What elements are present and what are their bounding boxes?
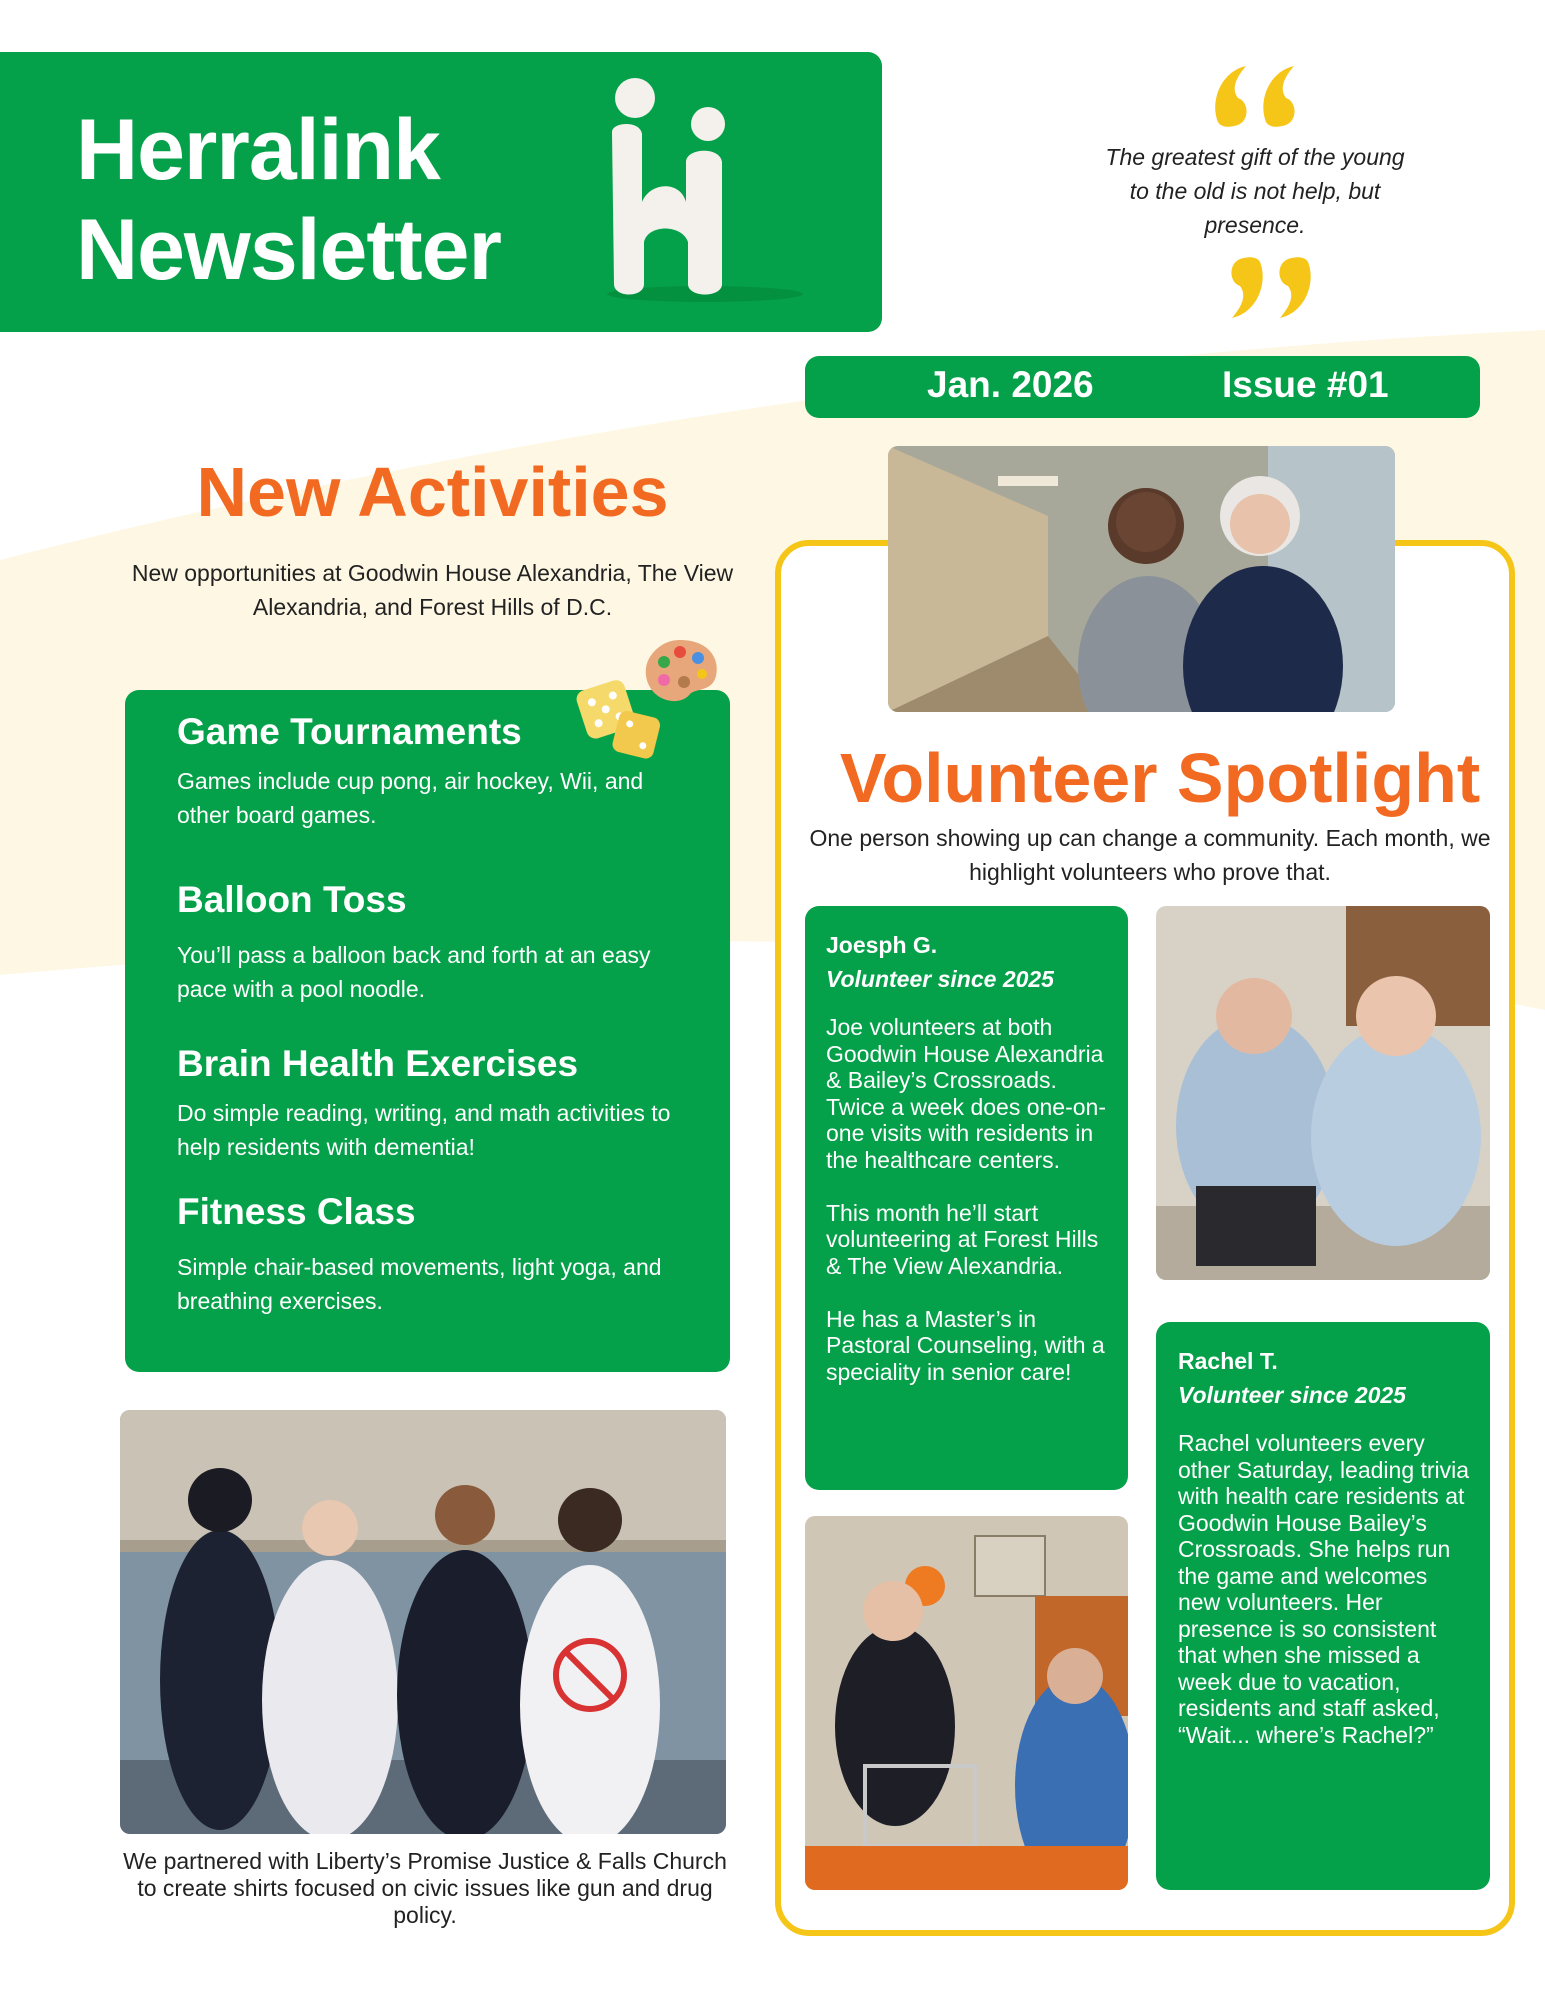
issue-date: Jan. 2026	[927, 364, 1094, 405]
activity-description: You’ll pass a balloon back and forth at an easy pace with a pool noodle.	[177, 942, 651, 1002]
new-activities-subtitle: New opportunities at Goodwin House Alexandria, The View Alexandria, and Forest Hills of D.C.	[131, 560, 734, 620]
activity-title: Game Tournaments	[177, 711, 522, 752]
volunteer-card-joesph	[805, 906, 1128, 1490]
masthead-banner	[0, 52, 882, 332]
activity-title: Fitness Class	[177, 1191, 416, 1232]
volunteer-since: Volunteer since 2025	[826, 966, 1054, 992]
issue-bar	[805, 356, 1480, 418]
volunteer-hallway-photo	[888, 446, 1395, 712]
open-quote-icon	[1210, 62, 1306, 132]
close-quote-icon	[1220, 252, 1316, 322]
activity-title: Balloon Toss	[177, 879, 407, 920]
volunteer-bio: Joe volunteers at both Goodwin House Alexandria & Bailey’s Crossroads. Twice a week does one-on-one visits with residents in the healthcare centers. This month he’ll start volunteering at Forest Hills & The View Alexandria. He has a Master’s in Pastoral Counseling, with a speciality in senior care!	[826, 1014, 1106, 1385]
new-activities-title: New Activities	[196, 453, 669, 531]
newsletter-title: Herralink Newsletter	[76, 102, 501, 298]
volunteer-spotlight-subtitle: One person showing up can change a community. Each month, we highlight volunteers who prove that.	[809, 825, 1491, 885]
issue-number: Issue #01	[1222, 364, 1389, 405]
volunteer-since: Volunteer since 2025	[1178, 1382, 1406, 1408]
volunteer-name: Rachel T.	[1178, 1348, 1278, 1374]
volunteer-name: Joesph G.	[826, 932, 938, 958]
activity-description: Games include cup pong, air hockey, Wii, and other board games.	[177, 768, 644, 828]
volunteer-card-rachel	[1156, 1322, 1490, 1890]
activity-description: Simple chair-based movements, light yoga, and breathing exercises.	[177, 1254, 662, 1314]
volunteer-bio: Rachel volunteers every other Saturday, leading trivia with health care residents at Goodwin House Bailey’s Crossroads. She helps run the game and welcomes new volunteers. Her presence is so consistent that when she missed a week due to vacation, residents and staff asked, “Wait... where’s Rachel?”	[1178, 1430, 1470, 1748]
group-shirts-photo	[120, 1410, 726, 1834]
group-photo-caption: We partnered with Liberty’s Promise Justice & Falls Church to create shirts focused on civic issues like gun and drug policy.	[123, 1848, 727, 1928]
quote-block	[1060, 62, 1450, 322]
rachel-trivia-photo	[805, 1516, 1128, 1890]
activity-item	[177, 1190, 697, 1318]
herralink-logo-icon	[600, 62, 810, 312]
quote-text: The greatest gift of the young to the old is not help, but presence.	[1105, 144, 1405, 238]
activities-panel	[125, 690, 730, 1372]
activity-description: Do simple reading, writing, and math activities to help residents with dementia!	[177, 1100, 671, 1160]
joesph-volunteer-photo	[1156, 906, 1490, 1280]
activity-item	[177, 1042, 697, 1164]
palette-icon	[640, 636, 722, 706]
volunteer-spotlight-title: Volunteer Spotlight	[839, 739, 1481, 817]
activity-item	[177, 878, 697, 1006]
activity-title: Brain Health Exercises	[177, 1043, 579, 1084]
